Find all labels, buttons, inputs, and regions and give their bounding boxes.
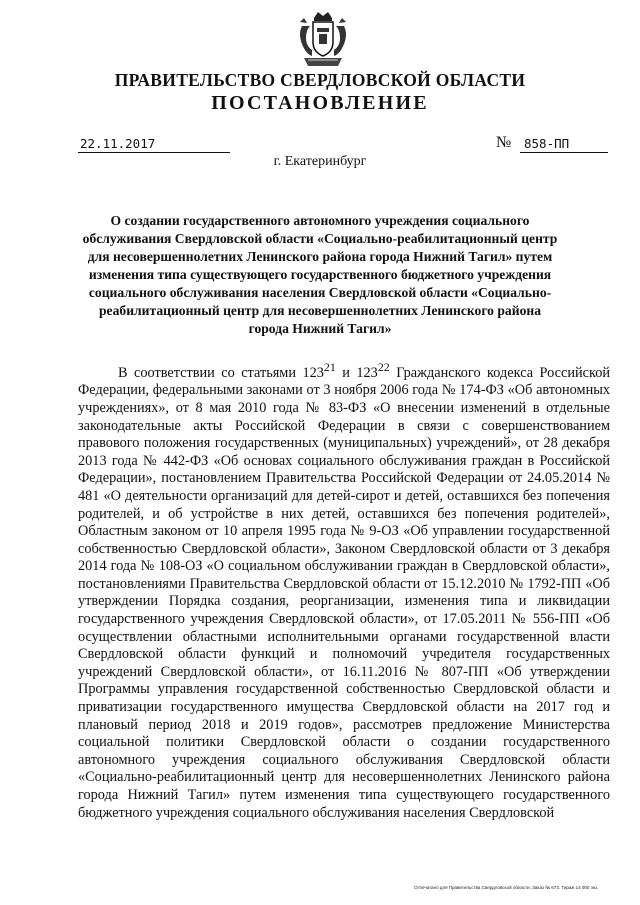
document-number: 858-ПП bbox=[520, 136, 608, 153]
body-paragraph bbox=[78, 359, 610, 822]
document-type: ПОСТАНОВЛЕНИЕ bbox=[211, 92, 429, 114]
body-text-part: Гражданского кодекса Российской Федерации, федеральными законами от 3 ноября 2006 года № 174-ФЗ «Об автономных учреждениях», от 8 мая 2010 года № 83-ФЗ «О внесении изменений в отдельные законодательные акты Российской Федерации в связи с совершенствованием правового положения государственных (муниципальных) учреждений», от 28 декабря 2013 года № 442-ФЗ «Об основах социального обслуживания граждан в Российской Федерации», постановлением Правительства Российской Федерации от 24.05.2014 № 481 «О деятельности организаций для детей-сирот и детей, оставшихся без попечения родителей, и об устройстве в них детей, оставшихся без попечения родителей», Областным законом от 10 апреля 1995 года № 9-ОЗ «Об управлении государственной собственностью Свердловской области», Законом Свердловской области от 3 декабря 2014 года № 108-ОЗ «О социальном обслуживании граждан в Свердловской области», постановлениями Правительства Свердловской области от 15.12.2010 № 1792-ПП «Об утверждении Порядка создания, реорганизации, изменения типа и ликвидации государственного учреждения Свердловской области», от 17.05.2011 № 556-ПП «Об осуществлении областными исполнительными органами государственной власти Свердловской области функций и полномочий учредителя государственных учреждений Свердловской области», от 16.11.2016 № 807-ПП «Об утверждении Программы управления государственной собственностью Свердловской области и приватизации государственного имущества Свердловской области на 2017 год и плановый период 2018 и 2019 годов», рассмотрев предложение Министерства социальной политики Свердловской области о создании государственного автономного учреждения социального обслуживания Свердловской области «Социально-реабилитационный центр для несовершеннолетних Ленинского района города Нижний Тагил» путем изменения типа существующего государственного бюджетного учреждения социального обслуживания населения Свердловской bbox=[78, 364, 611, 821]
organization-title: ПРАВИТЕЛЬСТВО СВЕРДЛОВСКОЙ ОБЛАСТИ bbox=[114, 70, 526, 90]
superscript: 22 bbox=[377, 360, 390, 374]
superscript: 21 bbox=[323, 360, 336, 374]
body-text-part: и 123 bbox=[335, 364, 378, 381]
body-text-part: В соответствии со статьями 123 bbox=[118, 364, 324, 381]
document-date: 22.11.2017 bbox=[78, 136, 230, 153]
document-heading: О создании государственного автономного учреждения социального обслуживания Свердловской области «Социально-реабилитационный центр для несовершеннолетних Ленинского района города Нижний Тагил» путем изменения типа существующего государственного бюджетного учреждения социального обслуживания населения Свердловской области «Социально-реабилитационный центр для несовершеннолетних Ленинского района города Нижний Тагил» bbox=[82, 213, 558, 336]
print-footer-note: Отпечатано для Правительства Свердловской области. Заказ № 673. Тираж 14 000 экз. bbox=[414, 885, 599, 890]
coat-of-arms-icon bbox=[296, 10, 350, 68]
number-label: № bbox=[496, 134, 512, 151]
city-line: г. Екатеринбург bbox=[273, 154, 367, 169]
